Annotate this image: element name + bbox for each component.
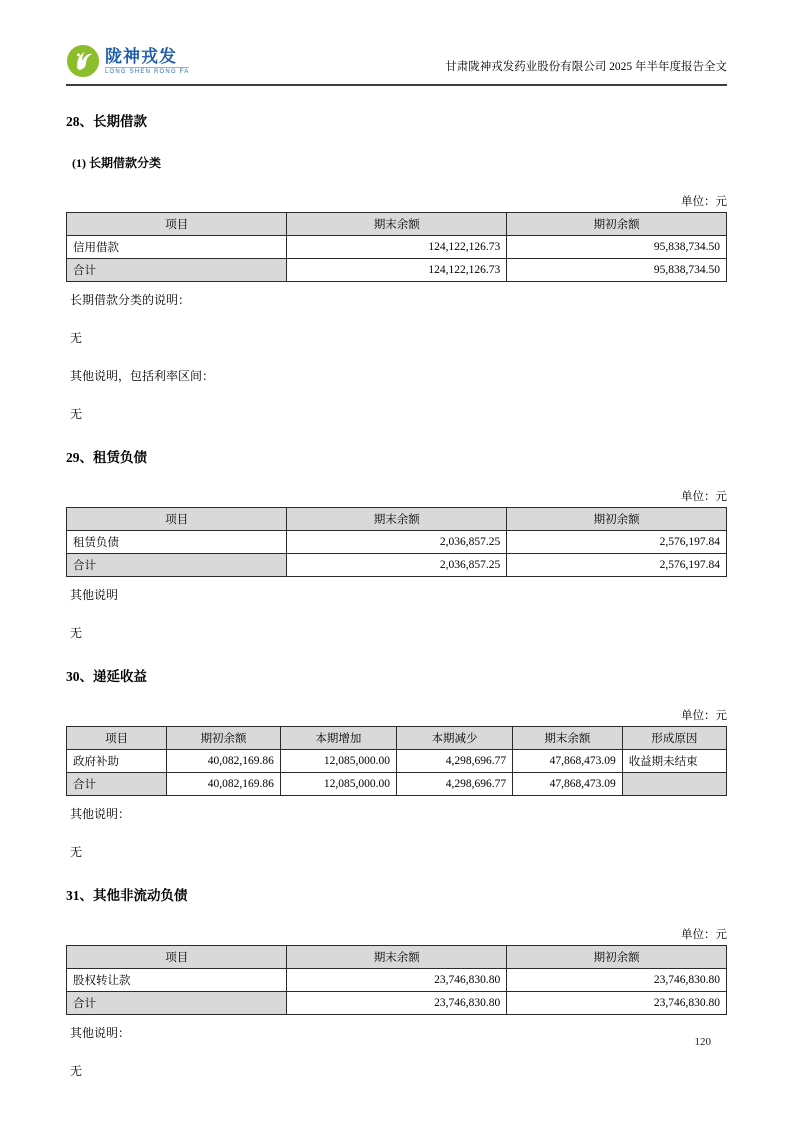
cell-value: 12,085,000.00 xyxy=(280,773,396,796)
row-label: 股权转让款 xyxy=(67,969,287,992)
section-heading: 28、长期借款 xyxy=(66,114,147,129)
note-text: 无 xyxy=(70,407,83,421)
note-text: 其他说明： xyxy=(70,1026,131,1040)
table-total-row xyxy=(67,259,727,282)
section-heading: 29、租赁负债 xyxy=(66,450,147,465)
page-header xyxy=(66,0,727,78)
section-29-lease-liabilities xyxy=(66,446,727,641)
table-header-row xyxy=(67,727,727,750)
column-header: 本期减少 xyxy=(396,727,512,750)
cell-value: 2,036,857.25 xyxy=(287,554,507,577)
table-header-row xyxy=(67,508,727,531)
cell-value: 40,082,169.86 xyxy=(167,773,281,796)
row-label: 合计 xyxy=(67,773,167,796)
cell-value: 95,838,734.50 xyxy=(507,259,727,282)
table-total-row xyxy=(67,554,727,577)
column-header: 期末余额 xyxy=(513,727,623,750)
cell-value: 47,868,473.09 xyxy=(513,750,623,773)
row-label: 合计 xyxy=(67,259,287,282)
note-text: 无 xyxy=(70,845,83,859)
table-header-row xyxy=(67,213,727,236)
row-label: 租赁负债 xyxy=(67,531,287,554)
cell-value: 12,085,000.00 xyxy=(280,750,396,773)
column-header: 期末余额 xyxy=(287,508,507,531)
company-logo xyxy=(66,44,189,78)
table-header-row xyxy=(67,946,727,969)
note-text: 其他说明 xyxy=(70,588,119,602)
subsection-heading: (1) 长期借款分类 xyxy=(72,156,161,170)
long-term-loans-table xyxy=(66,212,727,282)
table-row xyxy=(67,750,727,773)
column-header: 项目 xyxy=(67,213,287,236)
cell-value: 23,746,830.80 xyxy=(507,969,727,992)
cell-value: 40,082,169.86 xyxy=(167,750,281,773)
cell-value: 2,576,197.84 xyxy=(507,531,727,554)
row-label: 合计 xyxy=(67,992,287,1015)
table-row xyxy=(67,969,727,992)
note-text: 无 xyxy=(70,1064,83,1078)
other-noncurrent-liabilities-table xyxy=(66,945,727,1015)
note-text: 无 xyxy=(70,626,83,640)
column-header: 本期增加 xyxy=(280,727,396,750)
cell-value: 23,746,830.80 xyxy=(287,969,507,992)
cell-value: 95,838,734.50 xyxy=(507,236,727,259)
table-total-row xyxy=(67,773,727,796)
column-header: 项目 xyxy=(67,727,167,750)
section-30-deferred-income xyxy=(66,665,727,860)
row-label: 政府补助 xyxy=(67,750,167,773)
column-header: 期末余额 xyxy=(287,946,507,969)
column-header: 期初余额 xyxy=(507,213,727,236)
cell-value: 23,746,830.80 xyxy=(287,992,507,1015)
note-text: 无 xyxy=(70,331,83,345)
row-label: 信用借款 xyxy=(67,236,287,259)
cell-value: 2,036,857.25 xyxy=(287,531,507,554)
cell-value: 124,122,126.73 xyxy=(287,236,507,259)
unit-label: 单位：元 xyxy=(681,929,727,941)
column-header: 期初余额 xyxy=(507,946,727,969)
cell-value: 4,298,696.77 xyxy=(396,750,512,773)
column-header: 形成原因 xyxy=(622,727,726,750)
column-header: 期初余额 xyxy=(167,727,281,750)
section-heading: 30、递延收益 xyxy=(66,669,147,684)
row-label: 合计 xyxy=(67,554,287,577)
table-total-row xyxy=(67,992,727,1015)
note-text: 长期借款分类的说明： xyxy=(70,293,191,307)
cell-value: 23,746,830.80 xyxy=(507,992,727,1015)
table-row xyxy=(67,531,727,554)
column-header: 期末余额 xyxy=(287,213,507,236)
page-number: 120 xyxy=(694,1036,711,1048)
column-header: 期初余额 xyxy=(507,508,727,531)
deferred-income-table xyxy=(66,726,727,796)
header-divider xyxy=(66,84,727,86)
note-text: 其他说明： xyxy=(70,807,131,821)
unit-label: 单位：元 xyxy=(681,196,727,208)
section-heading: 31、其他非流动负债 xyxy=(66,888,188,903)
unit-label: 单位：元 xyxy=(681,491,727,503)
cell-value xyxy=(622,773,726,796)
column-header: 项目 xyxy=(67,508,287,531)
cell-value: 2,576,197.84 xyxy=(507,554,727,577)
column-header: 项目 xyxy=(67,946,287,969)
section-31-other-noncurrent-liabilities xyxy=(66,884,727,1079)
note-text: 其他说明，包括利率区间： xyxy=(70,369,215,383)
longshen-logo-icon xyxy=(66,44,100,78)
section-28-long-term-loans xyxy=(66,110,727,422)
brand-name: 陇神戎发 xyxy=(105,46,177,66)
cell-value: 124,122,126.73 xyxy=(287,259,507,282)
lease-liabilities-table xyxy=(66,507,727,577)
cell-value: 收益期未结束 xyxy=(622,750,726,773)
report-title: 甘肃陇神戎发药业股份有限公司 2025 年半年度报告全文 xyxy=(445,61,727,73)
cell-value: 47,868,473.09 xyxy=(513,773,623,796)
brand-subtitle: LONG SHEN RONG FA xyxy=(105,68,190,75)
cell-value: 4,298,696.77 xyxy=(396,773,512,796)
table-row xyxy=(67,236,727,259)
unit-label: 单位：元 xyxy=(681,710,727,722)
